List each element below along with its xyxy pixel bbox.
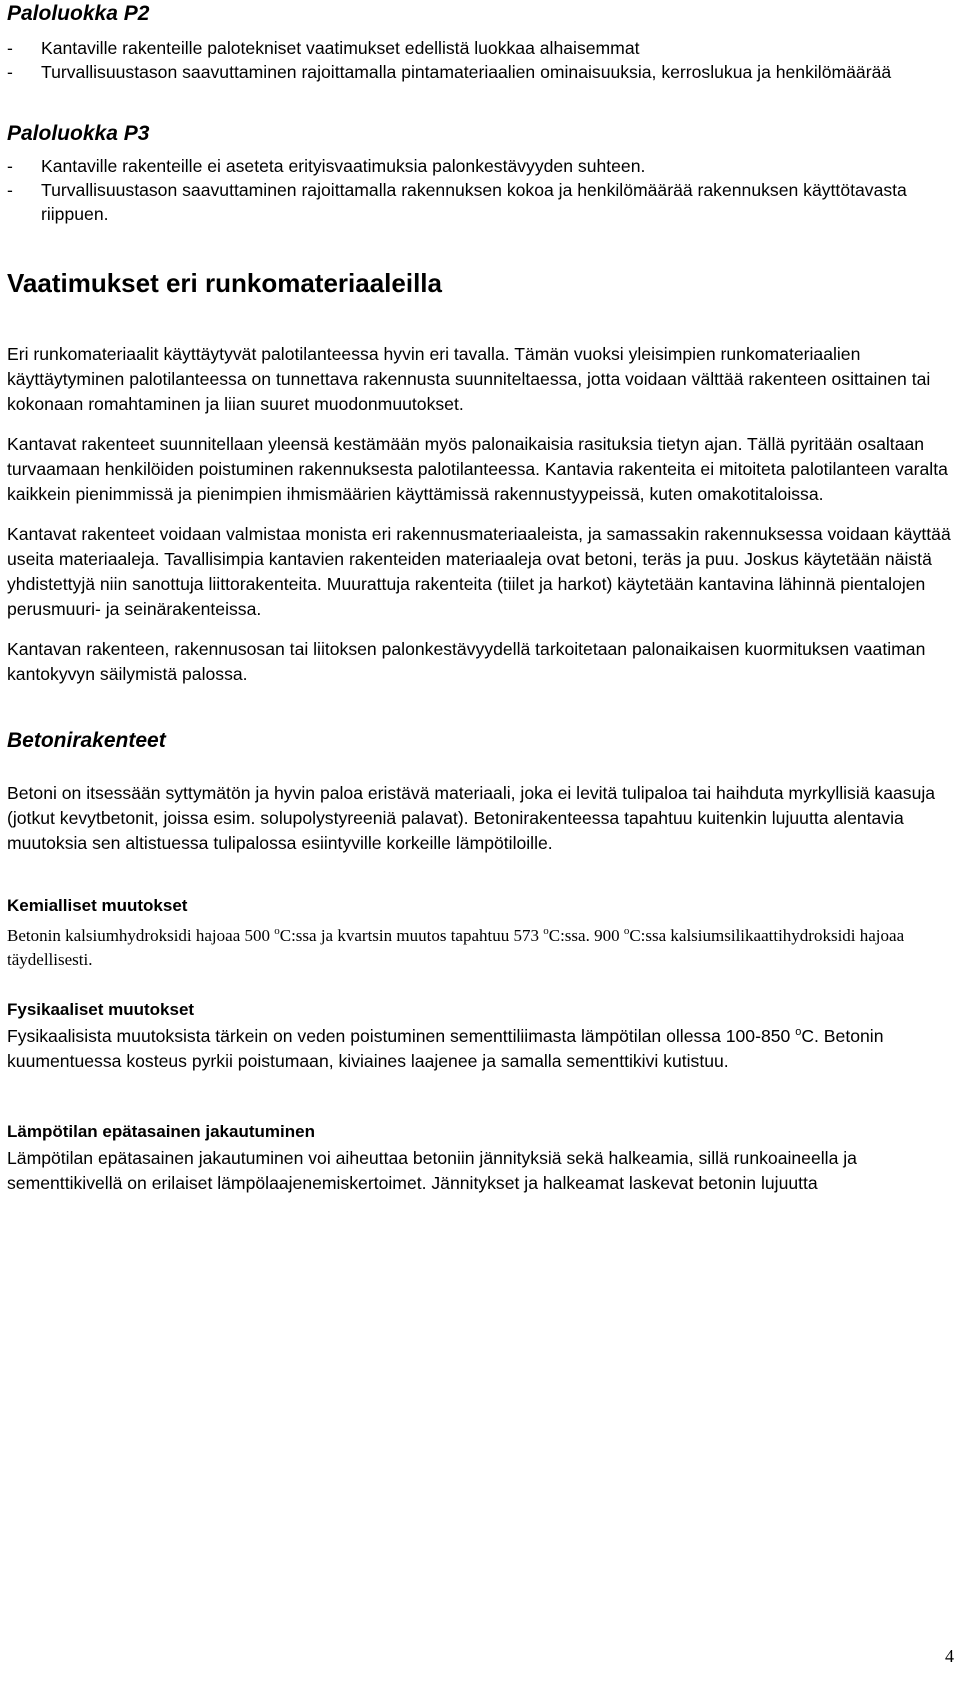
page-number: 4 <box>945 1646 954 1666</box>
heading-p3: Paloluokka P3 <box>7 122 150 145</box>
degree-superscript: o <box>543 925 549 937</box>
heading-fysikaaliset: Fysikaaliset muutokset <box>7 1000 195 1019</box>
heading-betonirakenteet: Betonirakenteet <box>7 729 166 752</box>
paragraph: Lämpötilan epätasainen jakautuminen voi aiheuttaa betoniin jännityksiä sekä halkeamia, sillä runkoaineella ja sementtikivellä on erilaiset lämpölaajenemiskertoimet. Jännitykset ja halkeamat laskevat betonin lujuutta <box>7 1148 857 1193</box>
paragraph: Eri runkomateriaalit käyttäytyvät palotilanteessa hyvin eri tavalla. Tämän vuoksi yleisimpien runkomateriaalien käyttäytyminen palotilanteessa on tunnettava rakennusta suunniteltaessa, jotta voidaan välttää rakenteen osittainen tai kokonaan romahtaminen ja liian suuret muodonmuutokset. <box>7 344 931 414</box>
list-p2 <box>7 36 953 84</box>
document-page <box>7 0 953 1196</box>
heading-lampotila: Lämpötilan epätasainen jakautuminen <box>7 1122 315 1141</box>
list-item-text: Kantaville rakenteille palotekniset vaatimukset edellistä luokkaa alhaisemmat <box>41 38 640 58</box>
text-span: C:ssa. 900 <box>548 926 624 945</box>
list-p3 <box>7 154 953 226</box>
degree-superscript: o <box>623 925 630 937</box>
text-span: C. Betonin kuumentuessa kosteus pyrkii poistumaan, kiviaines laajenee ja samalla sementtikivi kutistuu. <box>7 1026 884 1071</box>
paragraph: Kantavan rakenteen, rakennusosan tai liitoksen palonkestävyydellä tarkoitetaan palonaikaisen kuormituksen vaatiman kantokyvyn säilymistä palossa. <box>7 639 926 684</box>
degree-superscript: o <box>795 1026 802 1038</box>
paragraph: Kantavat rakenteet suunnitellaan yleensä kestämään myös palonaikaisia rasituksia tietyn ajan. Tällä pyritään osaltaan turvaamaan henkilöiden poistuminen rakennuksesta palotilanteessa. Kantavia rakenteita ei mitoiteta palotilanteen varalta kaikkein pienimmissä ja pienimpien ihmismäärien käyttämissä rakennustyypeissä, kuten omakotitaloissa. <box>7 434 948 504</box>
text-span: Fysikaalisista muutoksista tärkein on veden poistuminen sementtiliimasta lämpötilan ollessa 100-850 <box>7 1026 796 1046</box>
list-item-text: Turvallisuustason saavuttaminen rajoittamalla pintamateriaalien ominaisuuksia, kerroslukua ja henkilömäärää <box>41 62 892 82</box>
paragraph: Kantavat rakenteet voidaan valmistaa monista eri rakennusmateriaaleista, ja samassakin rakennuksessa voidaan käyttää useita materiaaleja. Tavallisimpia kantavien rakenteiden materiaaleja ovat betoni, teräs ja puu. Joskus käytetään näistä yhdistettyjä niin sanottuja liittorakenteita. Muurattuja rakenteita (tiilet ja harkot) käytetään kantavina lähinnä pientalojen perusmuuri- ja seinärakenteissa. <box>7 524 951 619</box>
text-span: Betonin kalsiumhydroksidi hajoaa 500 <box>7 926 275 945</box>
paragraph: Betoni on itsessään syttymätön ja hyvin paloa eristävä materiaali, joka ei levitä tulipaloa tai haihduta myrkyllisiä kaasuja (jotkut kevytbetonit, joissa esim. solupolystyreeniä palavat). Betonirakenteessa tapahtuu kuitenkin lujuutta alentavia muutoksia sen altistuessa tulipalossa esiintyville korkeille lämpötiloille. <box>7 783 936 853</box>
heading-kemialliset: Kemialliset muutokset <box>7 896 188 915</box>
text-span: C:ssa kalsiumsilikaattihydroksidi hajoaa täydellisesti. <box>7 926 905 969</box>
paragraph-fysikaaliset <box>7 1024 953 1074</box>
list-item <box>7 178 953 226</box>
heading-p2: Paloluokka P2 <box>7 2 150 25</box>
bullet-dash: - <box>7 180 13 200</box>
text-span: C:ssa ja kvartsin muutos tapahtuu 573 <box>279 926 544 945</box>
heading-vaatimukset: Vaatimukset eri runkomateriaaleilla <box>7 268 442 298</box>
list-item-text: Turvallisuustason saavuttaminen rajoittamalla rakennuksen kokoa ja henkilömäärää rakennuksen käyttötavasta riippuen. <box>41 180 907 224</box>
bullet-dash: - <box>7 62 13 82</box>
list-item <box>7 154 953 178</box>
list-item-text: Kantaville rakenteille ei aseteta erityisvaatimuksia palonkestävyyden suhteen. <box>41 156 646 176</box>
bullet-dash: - <box>7 156 13 176</box>
list-item <box>7 36 953 60</box>
paragraph-kemialliset <box>7 924 953 972</box>
degree-superscript: o <box>274 925 280 937</box>
bullet-dash: - <box>7 38 13 58</box>
list-item <box>7 60 953 84</box>
